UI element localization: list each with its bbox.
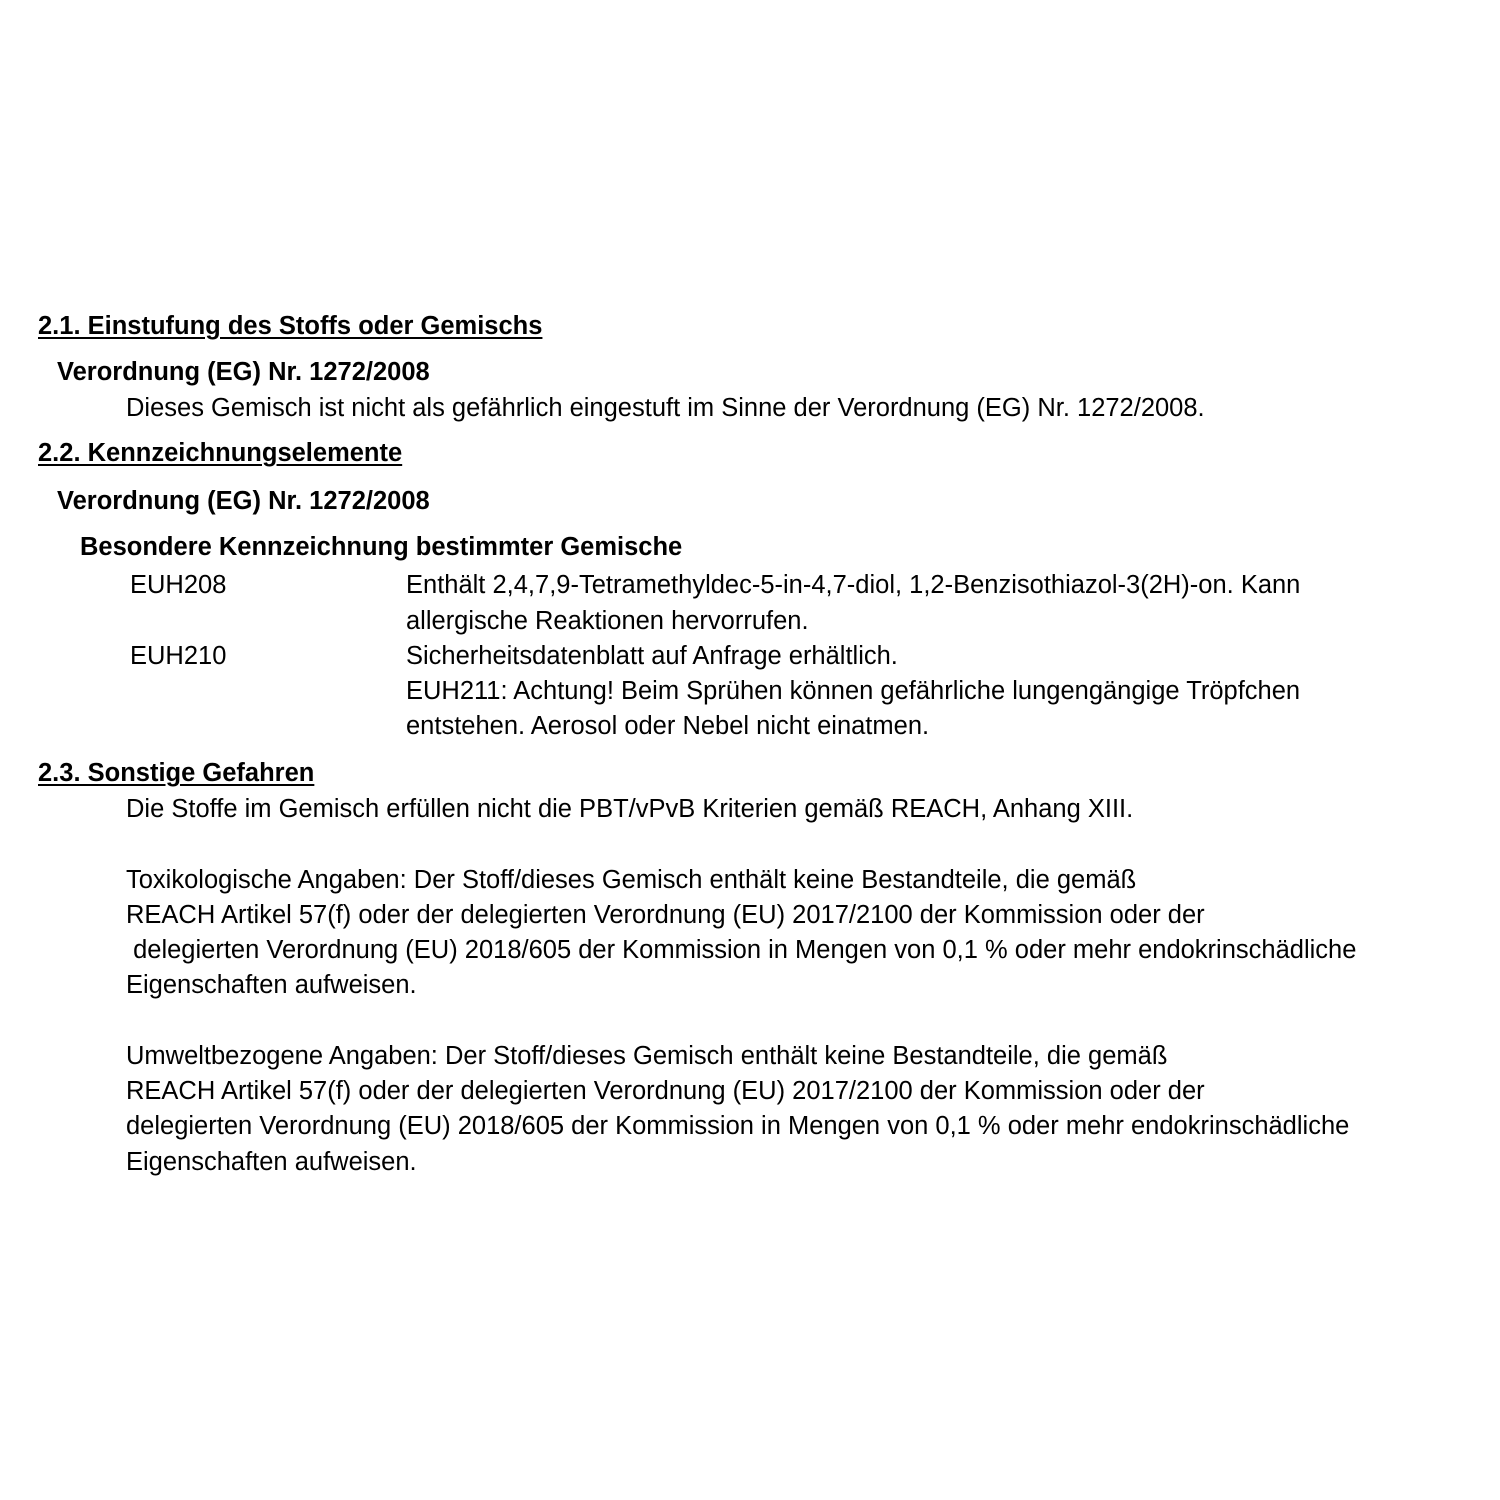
euh210-code: EUH210: [130, 642, 227, 670]
toxicology-line: Eigenschaften aufweisen.: [126, 971, 417, 999]
special-labelling-title: Besondere Kennzeichnung bestimmter Gemische: [80, 533, 683, 561]
euh211-text-line: entstehen. Aerosol oder Nebel nicht einatmen.: [406, 712, 930, 740]
euh208-text-line: allergische Reaktionen hervorrufen.: [406, 607, 809, 635]
euh210-text-line: Sicherheitsdatenblatt auf Anfrage erhältlich.: [406, 642, 898, 670]
environment-line: delegierten Verordnung (EU) 2018/605 der Kommission in Mengen von 0,1 % oder mehr endokrinschädliche: [126, 1112, 1350, 1140]
environment-line: Umweltbezogene Angaben: Der Stoff/dieses Gemisch enthält keine Bestandteile, die gemäß: [126, 1042, 1168, 1070]
environment-line: REACH Artikel 57(f) oder der delegierten Verordnung (EU) 2017/2100 der Kommission oder der: [126, 1077, 1205, 1105]
euh208-text-line: Enthält 2,4,7,9-Tetramethyldec-5-in-4,7-diol, 1,2-Benzisothiazol-3(2H)-on. Kann: [406, 571, 1301, 599]
section-2-2-heading: 2.2. Kennzeichnungselemente: [38, 439, 403, 467]
environment-line: Eigenschaften aufweisen.: [126, 1148, 417, 1176]
section-2-1-heading: 2.1. Einstufung des Stoffs oder Gemischs: [38, 312, 543, 340]
section-2-3-heading: 2.3. Sonstige Gefahren: [38, 759, 315, 787]
s21-classification-text: Dieses Gemisch ist nicht als gefährlich eingestuft im Sinne der Verordnung (EG) Nr. 1272/2008.: [126, 394, 1205, 422]
toxicology-line: REACH Artikel 57(f) oder der delegierten Verordnung (EU) 2017/2100 der Kommission oder der: [126, 901, 1205, 929]
toxicology-line: Toxikologische Angaben: Der Stoff/dieses Gemisch enthält keine Bestandteile, die gemäß: [126, 866, 1137, 894]
s21-regulation-label: Verordnung (EG) Nr. 1272/2008: [57, 358, 430, 386]
s22-regulation-label: Verordnung (EG) Nr. 1272/2008: [57, 487, 430, 515]
euh208-code: EUH208: [130, 571, 227, 599]
euh211-text-line: EUH211: Achtung! Beim Sprühen können gefährliche lungengängige Tröpfchen: [406, 677, 1301, 705]
toxicology-line: delegierten Verordnung (EU) 2018/605 der Kommission in Mengen von 0,1 % oder mehr endokrinschädliche: [126, 936, 1357, 964]
pbt-statement: Die Stoffe im Gemisch erfüllen nicht die PBT/vPvB Kriterien gemäß REACH, Anhang XIII.: [126, 795, 1134, 823]
